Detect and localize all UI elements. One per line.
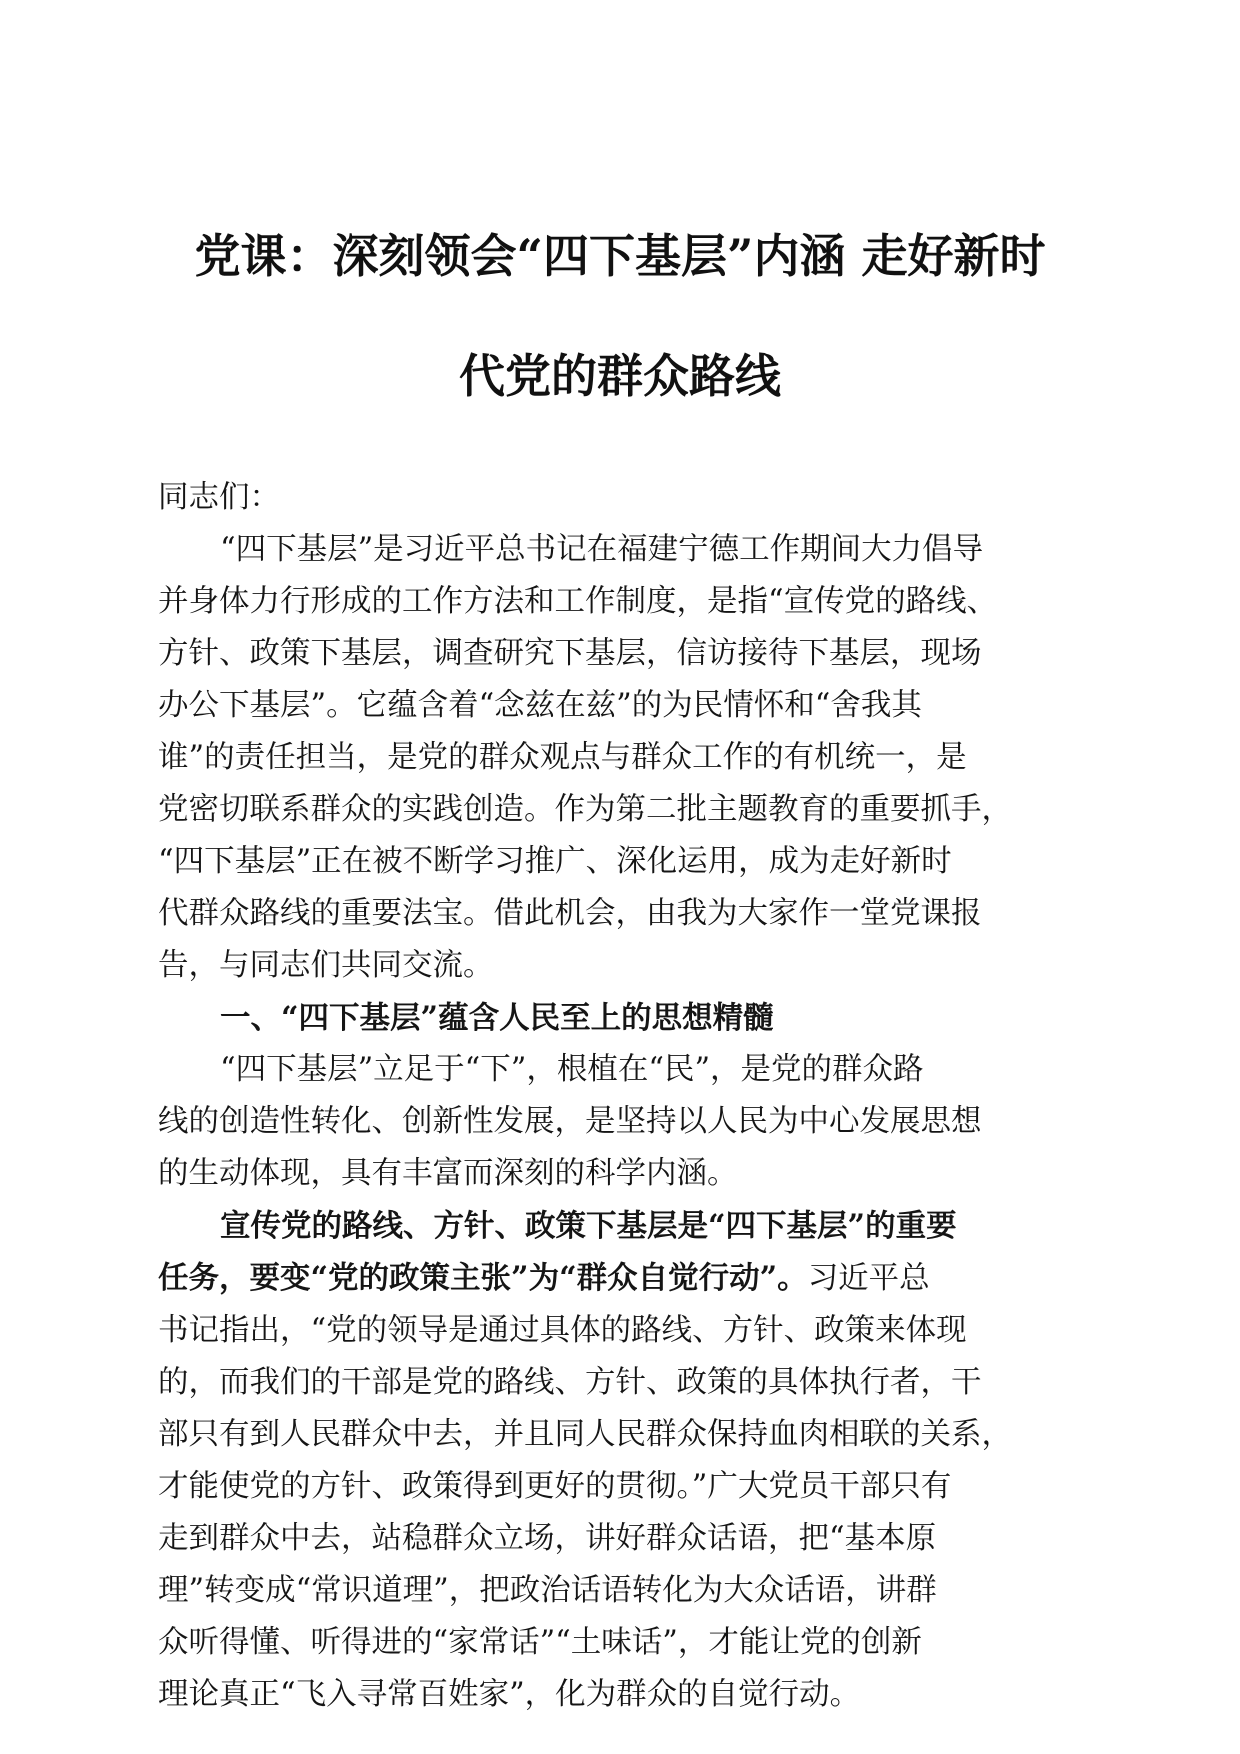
bold-lead-line: 宣传党的路线、方针、政策下基层是“四下基层”的重要 <box>220 1208 957 1244</box>
body-line: 党密切联系群众的实践创造。作为第二批主题教育的重要抓手， <box>158 792 1012 827</box>
bold-lead-text: 任务，要变“党的政策主张”为“群众自觉行动”。 <box>158 1260 808 1296</box>
body-line: 代群众路线的重要法宝。借此机会，由我为大家作一堂党课报 <box>158 896 982 931</box>
body-line: 谁”的责任担当，是党的群众观点与群众工作的有机统一，是 <box>158 740 967 775</box>
body-line: 办公下基层”。它蕴含着“念兹在兹”的为民情怀和“舍我其 <box>158 688 922 723</box>
body-line: 并身体力行形成的工作方法和工作制度，是指“宣传党的路线、 <box>158 584 998 619</box>
body-line: 告，与同志们共同交流。 <box>158 948 494 983</box>
body-line: 走到群众中去，站稳群众立场，讲好群众话语，把“基本原 <box>158 1521 937 1556</box>
body-line: 理”转变成“常识道理”，把政治话语转化为大众话语，讲群 <box>158 1573 937 1608</box>
section-heading-1: 一、“四下基层”蕴含人民至上的思想精髓 <box>220 1000 774 1036</box>
mixed-line <box>158 1252 1078 1305</box>
body-line: 部只有到人民群众中去，并且同人民群众保持血肉相联的关系， <box>158 1417 1012 1452</box>
body-line: 线的创造性转化、创新性发展，是坚持以人民为中心发展思想 <box>158 1104 982 1139</box>
body-line: 理论真正“飞入寻常百姓家”，化为群众的自觉行动。 <box>158 1677 861 1712</box>
body-line: 的，而我们的干部是党的路线、方针、政策的具体执行者，干 <box>158 1365 982 1400</box>
body-line: 书记指出，“党的领导是通过具体的路线、方针、政策来体现 <box>158 1313 967 1348</box>
body-line: “四下基层”立足于“下”，根植在“民”，是党的群众路 <box>220 1052 924 1087</box>
body-line: 众听得懂、听得进的“家常话”“土味话”，才能让党的创新 <box>158 1625 922 1660</box>
body-text: 习近平总 <box>807 1261 930 1296</box>
document-body <box>158 472 1078 1721</box>
body-line: “四下基层”正在被不断学习推广、深化运用，成为走好新时 <box>158 844 952 879</box>
body-line: “四下基层”是习近平总书记在福建宁德工作期间大力倡导 <box>220 532 984 567</box>
body-line: 方针、政策下基层，调查研究下基层，信访接待下基层，现场 <box>158 636 982 671</box>
body-line: 的生动体现，具有丰富而深刻的科学内涵。 <box>158 1156 738 1191</box>
document-title-line-1: 党课：深刻领会“四下基层”内涵 走好新时 <box>194 229 1046 283</box>
salutation: 同志们： <box>158 480 280 515</box>
document-title-line-2: 代党的群众路线 <box>459 349 781 403</box>
body-line: 才能使党的方针、政策得到更好的贯彻。”广大党员干部只有 <box>158 1469 952 1504</box>
